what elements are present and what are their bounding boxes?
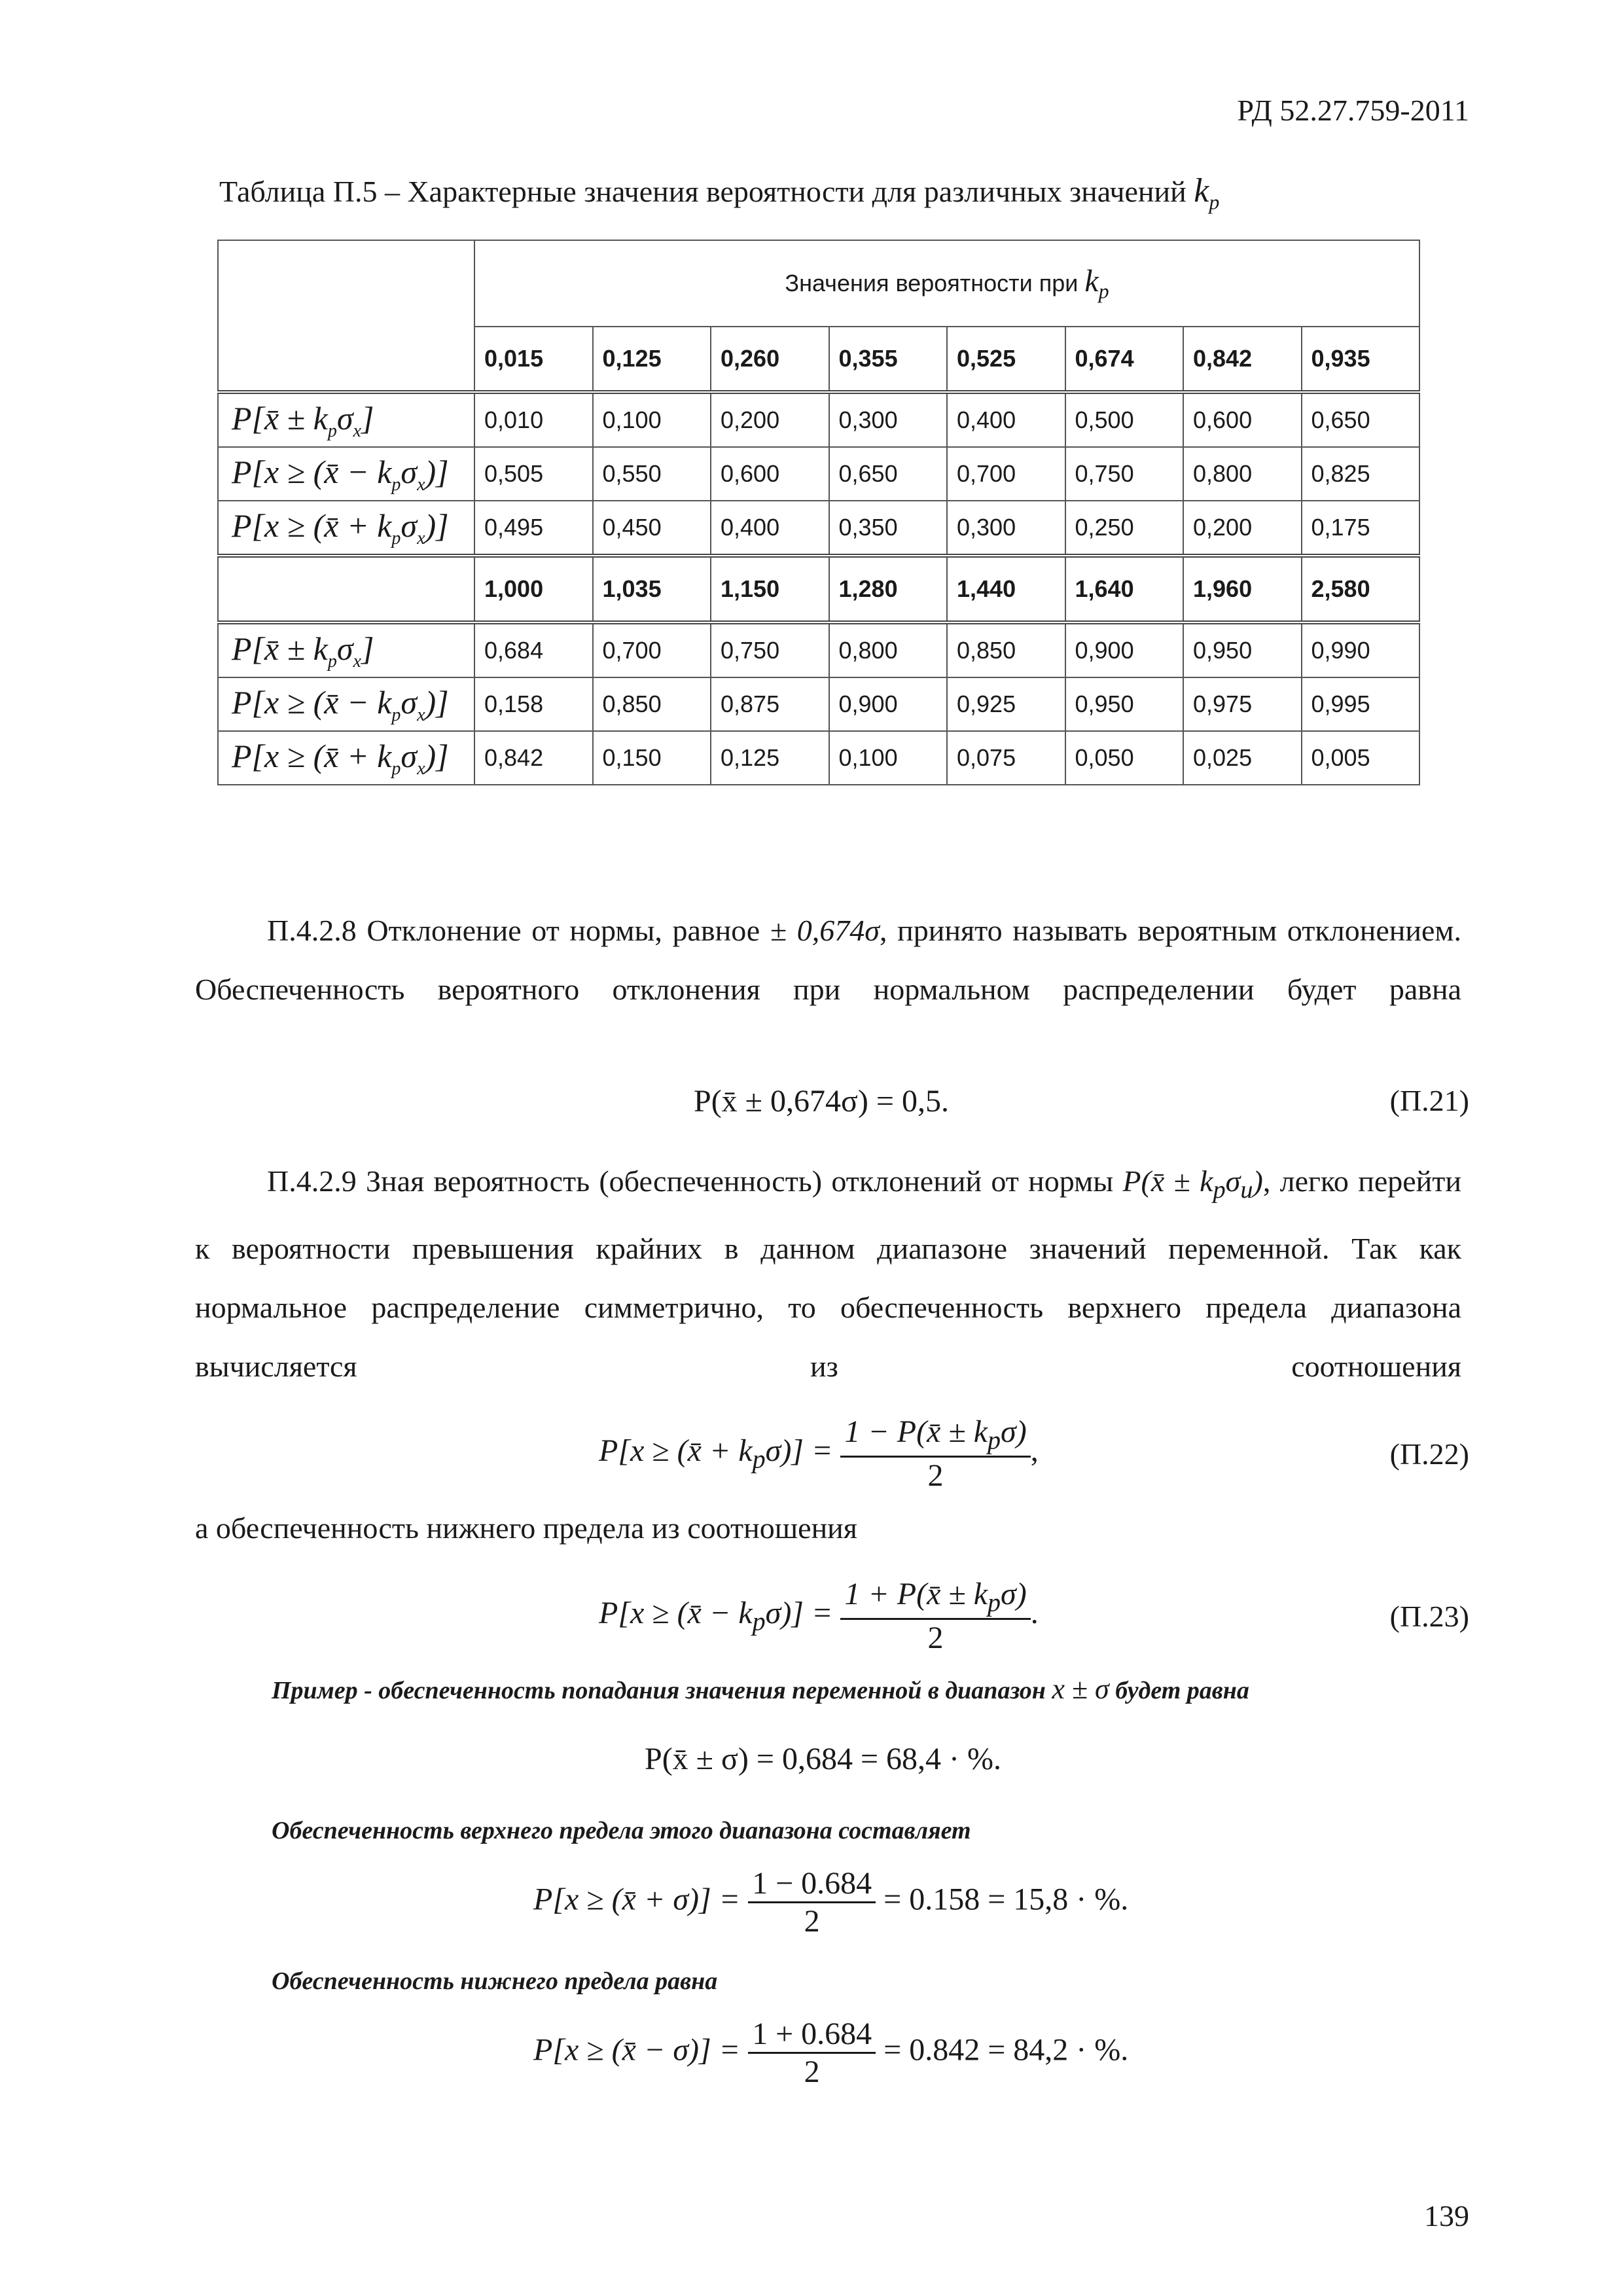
table-cell: 0,495	[474, 501, 593, 556]
table-cell: 0,500	[1065, 392, 1184, 447]
table-row-label: P[x̄ ± $k_p\sigma_x$]	[218, 622, 474, 677]
header-kp-variable: $k_p$	[1084, 264, 1109, 303]
table-blank-cell	[218, 556, 474, 622]
table-cell: 0,150	[593, 731, 711, 785]
table-cell: 0,250	[1065, 501, 1184, 556]
table-caption-text: Таблица П.5 – Характерные значения вероятности для различных значений	[219, 175, 1186, 208]
table-row	[218, 392, 1419, 447]
table-cell: 0,850	[947, 622, 1065, 677]
table-cell: 0,005	[1302, 731, 1420, 785]
table-cell: 0,050	[1065, 731, 1184, 785]
table-kp-cell: 1,960	[1183, 556, 1302, 622]
table-cell: 0,750	[1065, 447, 1184, 501]
table-cell: 0,700	[947, 447, 1065, 501]
table-cell: 0,975	[1183, 677, 1302, 731]
table-cell: 0,100	[829, 731, 948, 785]
table-cell: 0,010	[474, 392, 593, 447]
table-kp-cell: 0,935	[1302, 327, 1420, 392]
table-kp-cell: 0,355	[829, 327, 948, 392]
example-formula-1: P(x̄ ± σ) = 0,684 = 68,4 · %.	[645, 1742, 1001, 1776]
inline-formula-probable-deviation: ± 0,674σ	[770, 914, 880, 947]
table-kp-cell: 0,260	[711, 327, 829, 392]
example-range-math: x ± σ	[1052, 1673, 1109, 1705]
table-cell: 0,850	[593, 677, 711, 731]
table-kp-row	[218, 556, 1419, 622]
table-kp-cell: 1,640	[1065, 556, 1184, 622]
fraction-p22: $\frac{1 - P(x̄ \pm k_p\sigma)}{2}$	[840, 1414, 1030, 1494]
table-kp-cell: 0,525	[947, 327, 1065, 392]
table-cell: 0,990	[1302, 622, 1420, 677]
table-row	[218, 447, 1419, 501]
fraction-lower: $\frac{1 + 0.684}{2}$	[748, 2016, 876, 2090]
table-kp-cell: 1,440	[947, 556, 1065, 622]
table-cell: 0,400	[711, 501, 829, 556]
table-cell: 0,700	[593, 622, 711, 677]
table-cell: 0,400	[947, 392, 1065, 447]
page-number: 139	[1424, 2199, 1469, 2233]
table-header-title: Значения вероятности при $k_p$	[474, 240, 1419, 327]
table-corner-cell	[218, 240, 474, 392]
table-cell: 0,825	[1302, 447, 1420, 501]
table-cell: 0,900	[1065, 622, 1184, 677]
table-cell: 0,684	[474, 622, 593, 677]
table-cell: 0,125	[711, 731, 829, 785]
table-kp-cell: 2,580	[1302, 556, 1420, 622]
example-lower-intro: Обеспеченность нижнего предела равна	[272, 1967, 718, 1995]
table-cell: 0,900	[829, 677, 948, 731]
table-cell: 0,200	[1183, 501, 1302, 556]
table-cell: 0,300	[829, 392, 948, 447]
table-row-label: P[x ≥ (x̄ − $k_p\sigma_x$)]	[218, 677, 474, 731]
equation-number-p22: (П.22)	[1389, 1437, 1469, 1471]
formula-p21: P(x̄ ± 0,674σ) = 0,5.	[694, 1084, 949, 1119]
table-cell: 0,950	[1183, 622, 1302, 677]
fraction-p23: $\frac{1 + P(x̄ \pm k_p\sigma)}{2}$	[840, 1576, 1030, 1656]
fraction-upper: $\frac{1 - 0.684}{2}$	[748, 1865, 876, 1939]
table-kp-cell: 0,015	[474, 327, 593, 392]
table-cell: 0,175	[1302, 501, 1420, 556]
paragraph-4-2-8: П.4.2.8 Отклонение от нормы, равное ± 0,674σ, принято называть вероятным отклонением. Обеспеченность вероятного отклонения при нормальном распределении будет равна	[195, 914, 1462, 1006]
table-cell: 0,800	[1183, 447, 1302, 501]
table-cell: 0,075	[947, 731, 1065, 785]
table-cell: 0,550	[593, 447, 711, 501]
table-kp-cell: 0,842	[1183, 327, 1302, 392]
table-caption-variable: $k_p$	[1194, 172, 1220, 214]
table-kp-cell: 0,125	[593, 327, 711, 392]
table-cell: 0,350	[829, 501, 948, 556]
table-cell: 0,600	[711, 447, 829, 501]
table-cell: 0,158	[474, 677, 593, 731]
probability-table	[217, 240, 1420, 785]
table-cell: 0,300	[947, 501, 1065, 556]
inline-formula-deviation: P(x̄ ± $k_p\sigma_u$)	[1122, 1164, 1263, 1204]
document-code: РД 52.27.759-2011	[1237, 94, 1469, 127]
table-cell: 0,950	[1065, 677, 1184, 731]
table-cell: 0,842	[474, 731, 593, 785]
table-row	[218, 501, 1419, 556]
table-row	[218, 622, 1419, 677]
table-kp-cell: 1,150	[711, 556, 829, 622]
table-cell: 0,100	[593, 392, 711, 447]
formula-p22: P[x ≥ (x̄ + $k_p\sigma$)] = $\frac{1 - P(x̄ \pm k_p\sigma)}{2}$ ,	[599, 1414, 1039, 1493]
equation-number-p23: (П.23)	[1389, 1600, 1469, 1633]
table-cell: 0,800	[829, 622, 948, 677]
table-row-label: P[x ≥ (x̄ + $k_p\sigma_x$)]	[218, 731, 474, 785]
table-cell: 0,750	[711, 622, 829, 677]
example-formula-upper: P[x ≥ (x̄ + σ)] = $\frac{1 - 0.684}{2}$ = 0.158 = 15,8 · %.	[533, 1866, 1129, 1939]
table-cell: 0,025	[1183, 731, 1302, 785]
table-kp-cell: 1,000	[474, 556, 593, 622]
table-row-label: P[x ≥ (x̄ − $k_p\sigma_x$)]	[218, 447, 474, 501]
table-cell: 0,600	[1183, 392, 1302, 447]
table-cell: 0,875	[711, 677, 829, 731]
table-cell: 0,505	[474, 447, 593, 501]
paragraph-4-2-9: П.4.2.9 Зная вероятность (обеспеченность) отклонений от нормы P(x̄ ± $k_p\sigma_u$), легко перейти к вероятности превышения крайних в данном диапазоне значений переменной. Так как нормальное распределение симметрично, то обеспеченность верхнего предела диапазона вычисляется из соотношения	[195, 1164, 1461, 1384]
table-kp-cell: 1,035	[593, 556, 711, 622]
table-row	[218, 677, 1419, 731]
table-cell: 0,995	[1302, 677, 1420, 731]
table-kp-cell: 0,674	[1065, 327, 1184, 392]
table-cell: 0,925	[947, 677, 1065, 731]
table-caption	[219, 171, 1219, 214]
table-kp-cell: 1,280	[829, 556, 948, 622]
equation-number-p21: (П.21)	[1389, 1084, 1469, 1117]
table-cell: 0,450	[593, 501, 711, 556]
table-cell: 0,650	[829, 447, 948, 501]
table-cell: 0,200	[711, 392, 829, 447]
table-row	[218, 731, 1419, 785]
example-upper-intro: Обеспеченность верхнего предела этого диапазона составляет	[272, 1817, 971, 1844]
formula-p23: P[x ≥ (x̄ − $k_p\sigma$)] = $\frac{1 + P(x̄ \pm k_p\sigma)}{2}$ .	[599, 1577, 1039, 1655]
table-cell: 0,650	[1302, 392, 1420, 447]
table-header-row	[218, 240, 1419, 327]
table-row-label: P[x ≥ (x̄ + $k_p\sigma_x$)]	[218, 501, 474, 556]
paragraph-between: а обеспеченность нижнего предела из соотношения	[195, 1511, 857, 1545]
example-intro: Пример - обеспеченность попадания значения переменной в диапазон x ± σ будет равна	[272, 1673, 1249, 1705]
example-formula-lower: P[x ≥ (x̄ − σ)] = $\frac{1 + 0.684}{2}$ = 0.842 = 84,2 · %.	[533, 2017, 1129, 2089]
table-row-label: P[x̄ ± $k_p\sigma_x$]	[218, 392, 474, 447]
